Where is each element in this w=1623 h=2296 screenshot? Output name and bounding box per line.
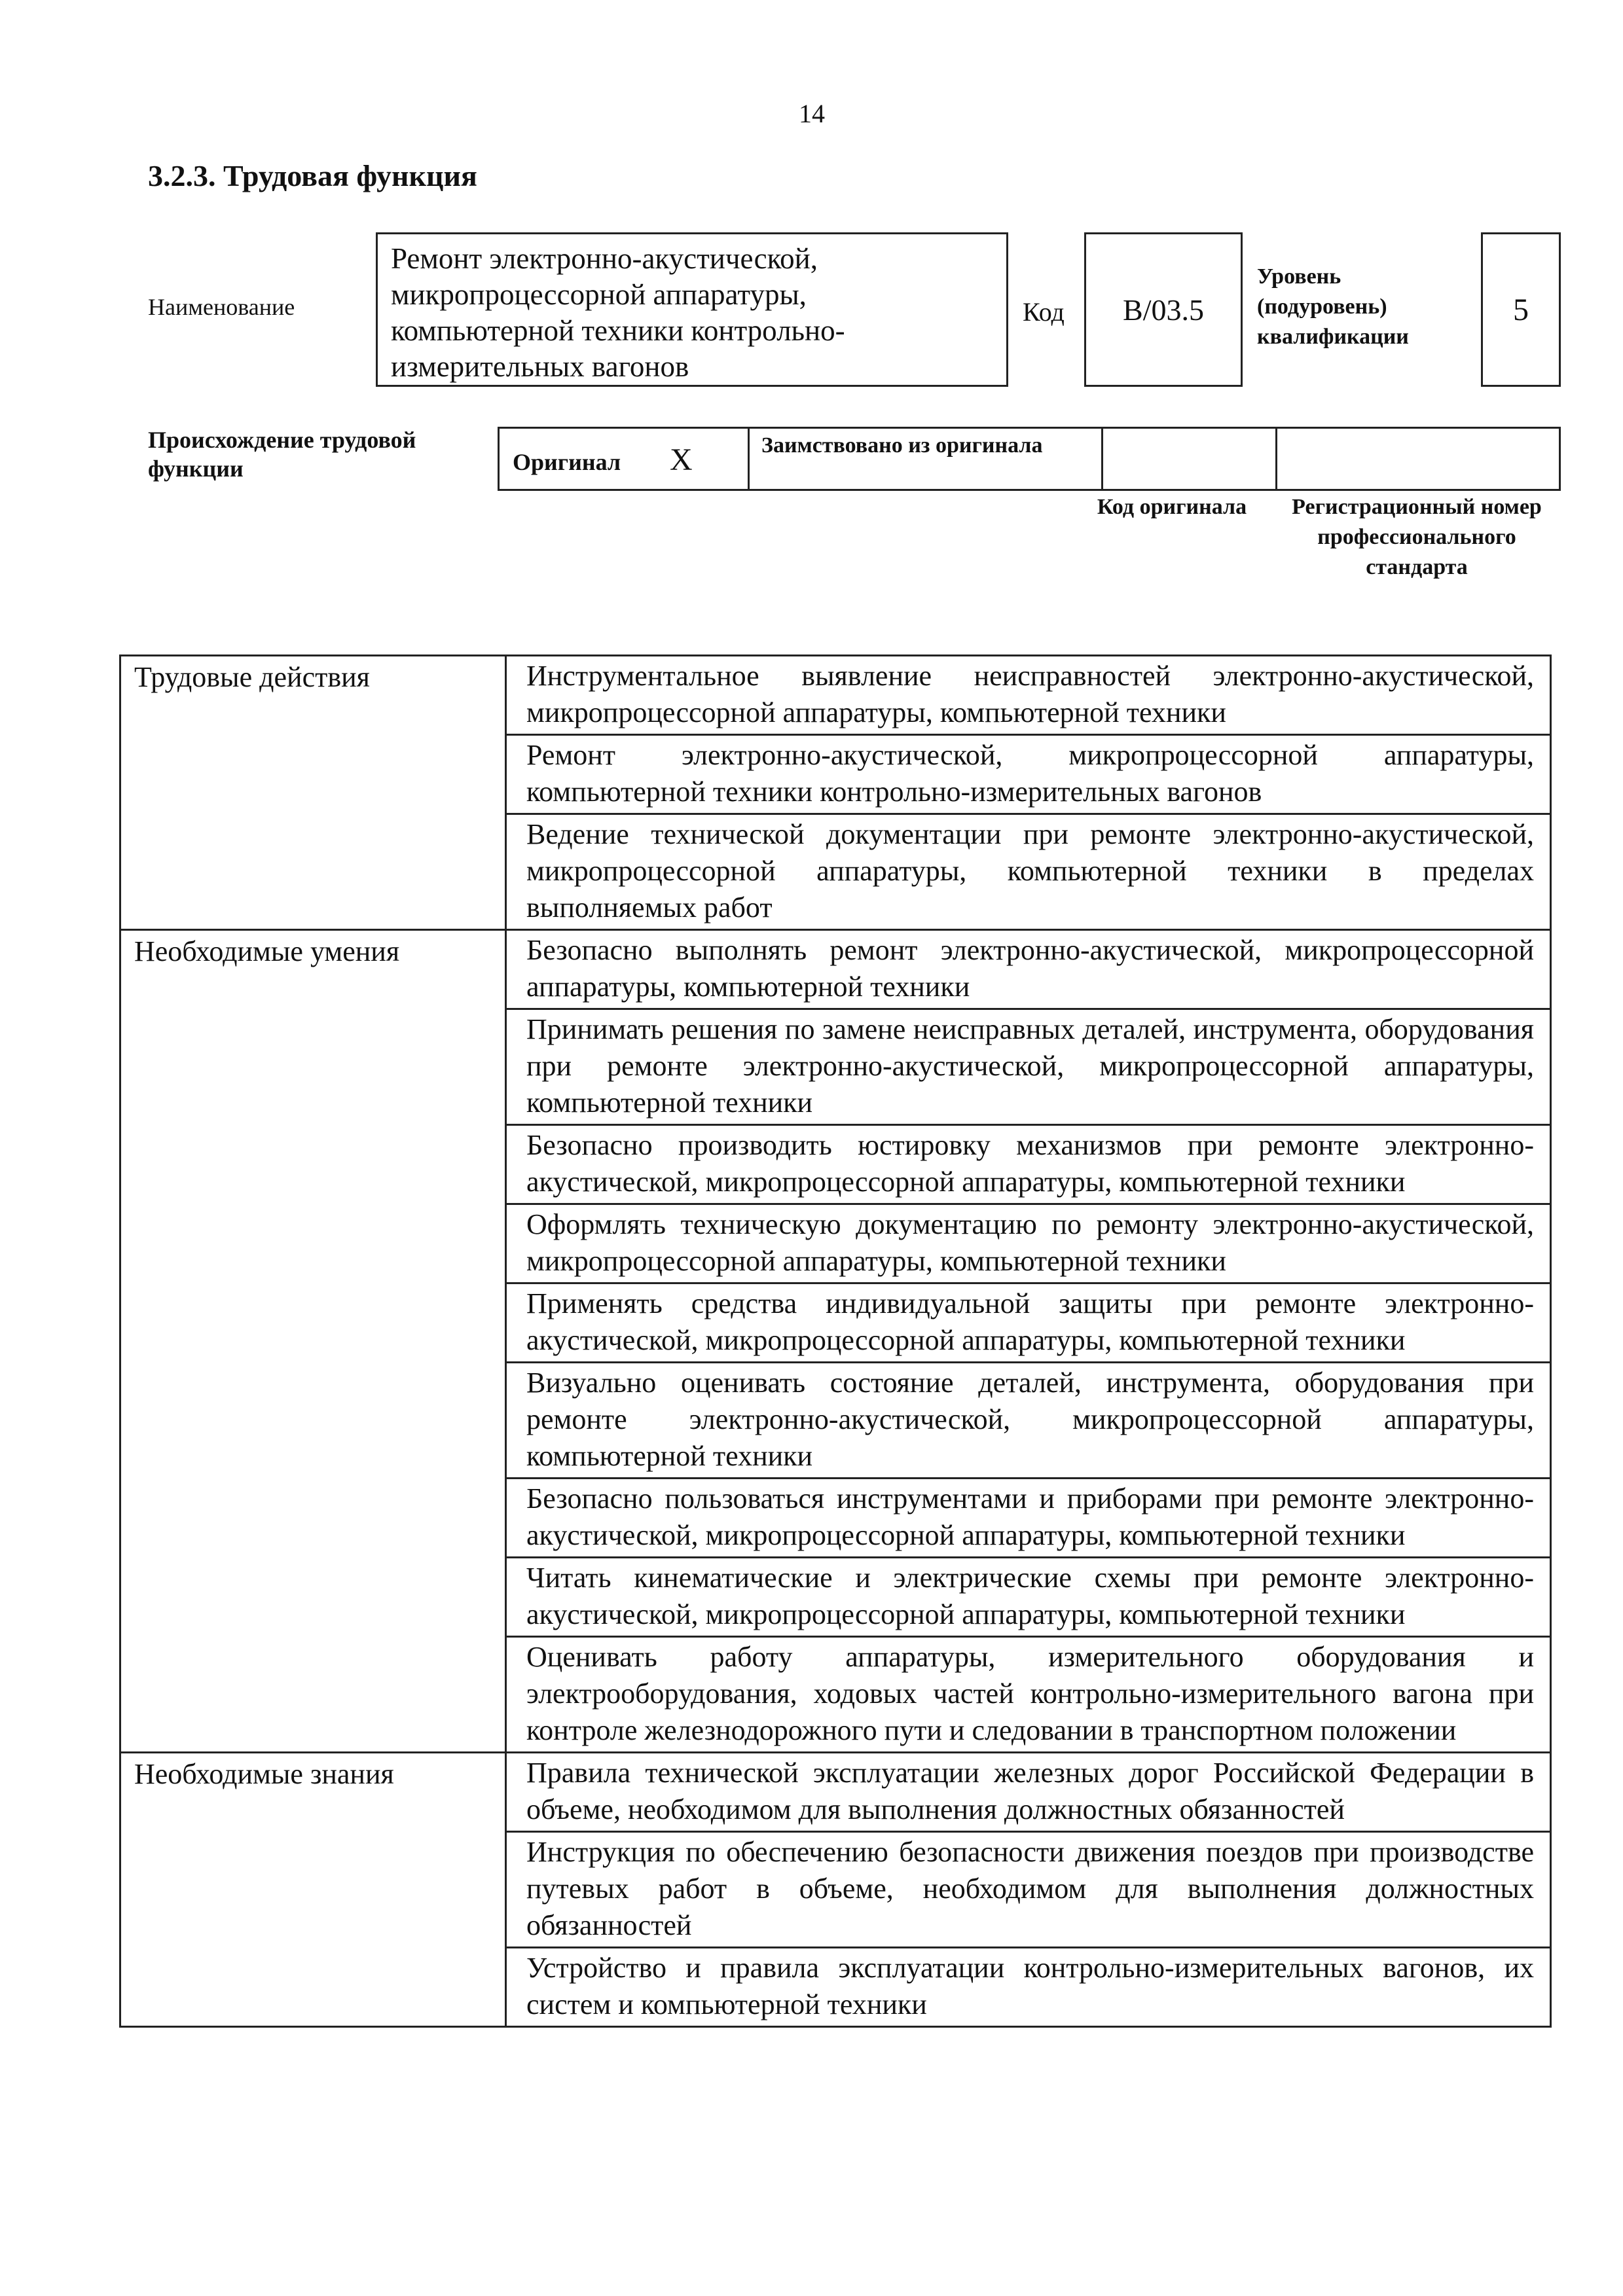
- labor-function-table: [119, 655, 1552, 2028]
- section-item: Оценивать работу аппаратуры, измерительного оборудования и электрооборудования, ходовых частей контрольно-измерительного вагона при контроле железнодорожного пути и следовании в транспортном положении: [506, 1637, 1551, 1753]
- section-heading: Необходимые знания: [120, 1753, 506, 2027]
- section-heading: Необходимые умения: [120, 930, 506, 1753]
- section-item: Принимать решения по замене неисправных деталей, инструмента, оборудования при ремонте электронно-акустической, микропроцессорной аппаратуры, компьютерной техники: [506, 1009, 1551, 1125]
- function-name-box: Ремонт электронно-акустической, микропроцессорной аппаратуры, компьютерной техники контрольно-измерительных вагонов: [376, 232, 1008, 387]
- origin-borrowed-label: Заимствовано из оригинала: [761, 433, 1043, 457]
- section-item: Безопасно выполнять ремонт электронно-акустической, микропроцессорной аппаратуры, компьютерной техники: [506, 930, 1551, 1009]
- origin-reg-caption: Регистрационный номер профессионального стандарта: [1292, 495, 1542, 579]
- section-heading: Трудовые действия: [120, 656, 506, 930]
- section-item: Читать кинематические и электрические схемы при ремонте электронно-акустической, микропроцессорной аппаратуры, компьютерной техники: [506, 1558, 1551, 1637]
- section-item: Устройство и правила эксплуатации контрольно-измерительных вагонов, их систем и компьютерной техники: [506, 1948, 1551, 2027]
- section-item: Правила технической эксплуатации железных дорог Российской Федерации в объеме, необходимом для выполнения должностных обязанностей: [506, 1753, 1551, 1832]
- section-item: Безопасно пользоваться инструментами и приборами при ремонте электронно-акустической, микропроцессорной аппаратуры, компьютерной техники: [506, 1479, 1551, 1558]
- section-item: Ведение технической документации при ремонте электронно-акустической, микропроцессорной аппаратуры, компьютерной техники в пределах выполняемых работ: [506, 814, 1551, 930]
- function-code-box: B/03.5: [1084, 232, 1243, 387]
- table-row: [120, 930, 1551, 1009]
- section-item: Безопасно производить юстировку механизмов при ремонте электронно-акустической, микропроцессорной аппаратуры, компьютерной техники: [506, 1125, 1551, 1204]
- qualification-level-box: 5: [1481, 232, 1561, 387]
- qualification-level-label: Уровень (подуровень) квалификации: [1257, 264, 1409, 349]
- origin-original-mark: X: [670, 442, 693, 477]
- section-item: Применять средства индивидуальной защиты при ремонте электронно-акустической, микропроцессорной аппаратуры, компьютерной техники: [506, 1283, 1551, 1363]
- page-number: 14: [799, 99, 825, 128]
- code-label: Код: [1023, 297, 1065, 327]
- table-row: [120, 656, 1551, 735]
- name-label: Наименование: [148, 294, 295, 320]
- origin-code-cell: [1103, 429, 1277, 489]
- table-row: [120, 1753, 1551, 1832]
- origin-original-label: Оригинал: [513, 449, 621, 475]
- origin-row: [498, 427, 1561, 491]
- origin-label: Происхождение трудовой функции: [148, 427, 416, 482]
- section-item: Оформлять техническую документацию по ремонту электронно-акустической, микропроцессорной аппаратуры, компьютерной техники: [506, 1204, 1551, 1283]
- section-item: Инструкция по обеспечению безопасности движения поездов при производстве путевых работ в объеме, необходимом для выполнения должностных обязанностей: [506, 1832, 1551, 1948]
- section-item: Ремонт электронно-акустической, микропроцессорной аппаратуры, компьютерной техники контрольно-измерительных вагонов: [506, 735, 1551, 814]
- origin-code-caption: Код оригинала: [1097, 495, 1247, 519]
- section-title: 3.2.3. Трудовая функция: [148, 159, 477, 192]
- section-item: Инструментальное выявление неисправностей электронно-акустической, микропроцессорной аппаратуры, компьютерной техники: [506, 656, 1551, 735]
- section-item: Визуально оценивать состояние деталей, инструмента, оборудования при ремонте электронно-акустической, микропроцессорной аппаратуры, компьютерной техники: [506, 1363, 1551, 1479]
